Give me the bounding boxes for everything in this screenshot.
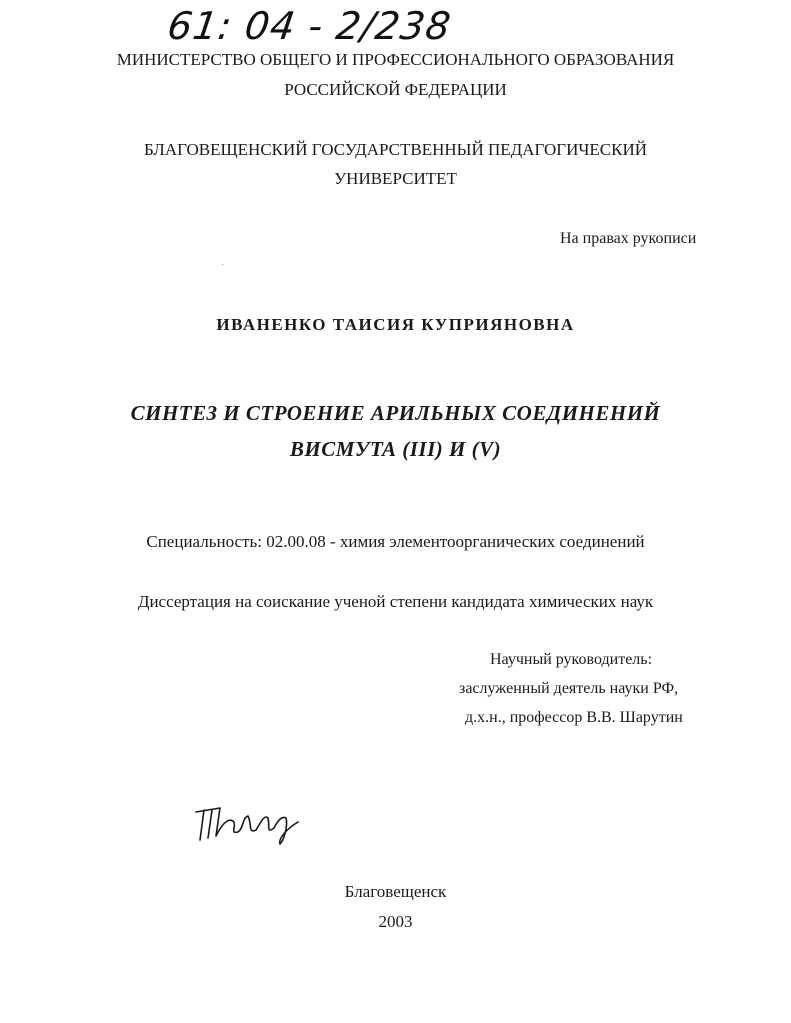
- supervisor-heading: Научный руководитель:: [490, 651, 653, 668]
- author-name: ИВАНЕНКО ТАИСИЯ КУПРИЯНОВНА: [216, 315, 575, 334]
- ministry-line-1: МИНИСТЕРСТВО ОБЩЕГО И ПРОФЕССИОНАЛЬНОГО ОБРАЗОВАНИЯ: [116, 50, 675, 69]
- university-line-2: УНИВЕРСИТЕТ: [334, 169, 457, 188]
- specialty: Специальность: 02.00.08 - химия элементоорганических соединений: [146, 532, 645, 551]
- scan-speck: [222, 264, 223, 265]
- manuscript-note: На правах рукописи: [560, 230, 697, 247]
- dissertation-statement: Диссертация на соискание ученой степени кандидата химических наук: [137, 592, 654, 611]
- signature: [190, 800, 310, 846]
- supervisor-name: д.х.н., профессор В.В. Шарутин: [465, 709, 683, 726]
- university-line-1: БЛАГОВЕЩЕНСКИЙ ГОСУДАРСТВЕННЫЙ ПЕДАГОГИЧЕСКИЙ: [143, 140, 648, 159]
- title-line-2: ВИСМУТА (III) И (V): [289, 437, 502, 461]
- city: Благовещенск: [344, 882, 447, 901]
- ministry-line-2: РОССИЙСКОЙ ФЕДЕРАЦИИ: [284, 80, 507, 99]
- title-line-1: СИНТЕЗ И СТРОЕНИЕ АРИЛЬНЫХ СОЕДИНЕНИЙ: [130, 401, 661, 425]
- archive-code-handwritten: 61: 04 - 2/238: [164, 4, 455, 48]
- supervisor-title: заслуженный деятель науки РФ,: [459, 680, 679, 697]
- year: 2003: [378, 912, 413, 931]
